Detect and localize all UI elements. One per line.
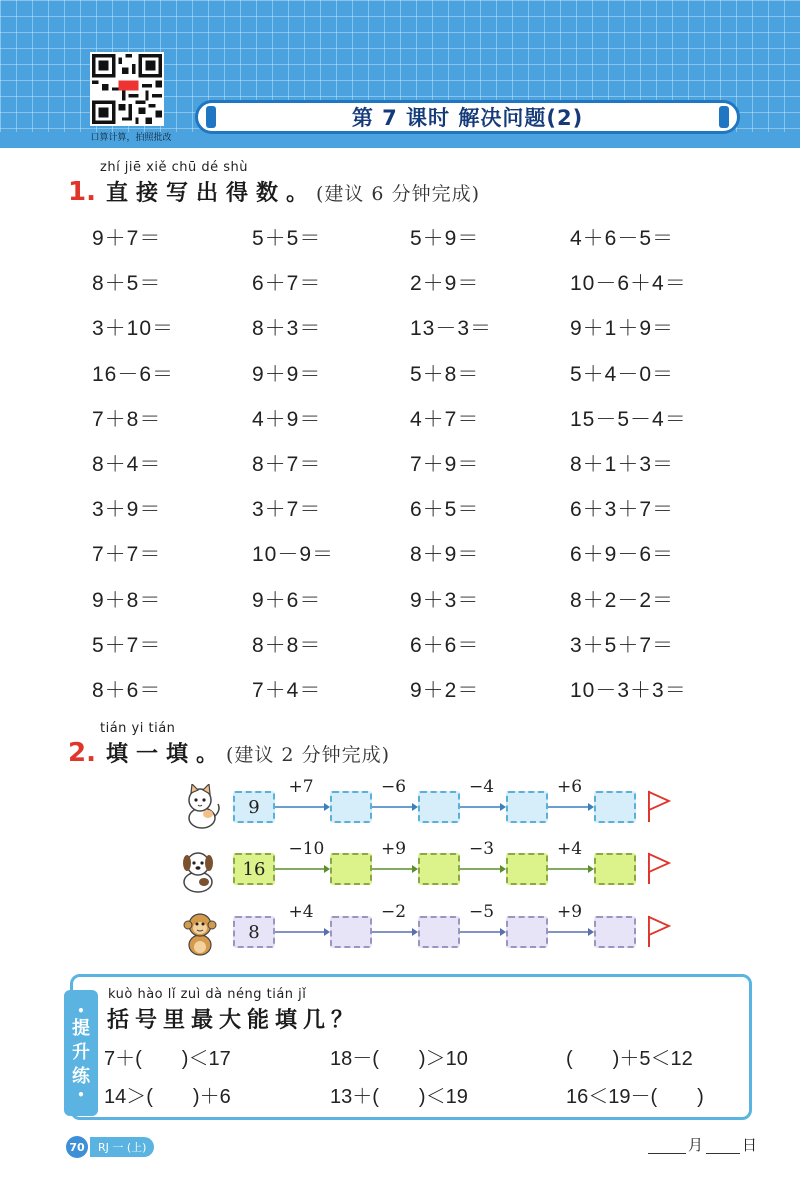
arithmetic-problem: 8＋6＝ — [92, 679, 162, 702]
chain-operation: +6 — [557, 777, 583, 797]
extension-tab-char-2: 升 — [72, 1042, 90, 1063]
extension-heading — [107, 1003, 359, 1034]
chain-operation: −6 — [381, 777, 407, 797]
chain-answer-box[interactable] — [594, 853, 636, 885]
section1-pinyin: zhí jiē xiě chū dé shù — [100, 160, 248, 175]
arrow-right-icon — [372, 927, 418, 937]
arithmetic-problem: 3＋10＝ — [92, 317, 175, 341]
arithmetic-problem: 8＋9＝ — [410, 543, 480, 567]
chain-operation: +9 — [381, 839, 407, 859]
arithmetic-problem: 9＋3＝ — [410, 588, 480, 612]
lesson-title: 第 7 课时 解决问题(2) — [351, 106, 584, 130]
extension-tab-char-3: 练 — [72, 1066, 90, 1087]
arithmetic-problem: 6＋7＝ — [252, 272, 322, 296]
chain-start-box: 8 — [233, 916, 275, 948]
chain-answer-box[interactable] — [330, 853, 372, 885]
arithmetic-problem: 5＋9＝ — [410, 227, 480, 250]
chain-answer-box[interactable] — [418, 853, 460, 885]
qr-caption: 口算计算，拍照批改 — [90, 133, 172, 143]
month-line — [648, 1153, 686, 1154]
chain-answer-box[interactable] — [506, 791, 548, 823]
arithmetic-problem: 7＋9＝ — [410, 453, 480, 476]
arithmetic-problem: 8＋8＝ — [252, 633, 322, 657]
page-number: 70 — [66, 1136, 88, 1158]
month-label: 月 — [688, 1136, 704, 1154]
arithmetic-problem: 5＋4－0＝ — [570, 362, 675, 386]
arithmetic-problem: 9＋2＝ — [410, 679, 480, 702]
cat-icon — [178, 784, 222, 832]
chain-operation: −3 — [469, 839, 495, 859]
arrow-right-icon — [275, 927, 330, 937]
arithmetic-problem: 9＋7＝ — [92, 227, 162, 250]
arithmetic-problem: 6＋9－6＝ — [570, 543, 675, 567]
section2-note: (建议 2 分钟完成) — [225, 744, 390, 766]
chain-answer-box[interactable] — [594, 791, 636, 823]
chain-answer-box[interactable] — [418, 916, 460, 948]
arithmetic-problem: 9＋1＋9＝ — [570, 317, 675, 341]
chain-operation: +4 — [557, 839, 583, 859]
arithmetic-problem: 5＋5＝ — [252, 227, 322, 250]
chain-answer-box[interactable] — [418, 791, 460, 823]
flag-icon — [646, 914, 672, 948]
chain-operation: +9 — [557, 902, 583, 922]
arithmetic-problem: 4＋9＝ — [252, 407, 322, 431]
section2-heading — [68, 737, 390, 768]
arithmetic-problem: 3＋5＋7＝ — [570, 633, 675, 657]
chain-operation: +4 — [288, 902, 314, 922]
arithmetic-problem: 4＋6－5＝ — [570, 227, 675, 250]
section1-title: 直接写出得数。 — [105, 181, 316, 206]
arithmetic-problem: 9＋6＝ — [252, 588, 322, 612]
arithmetic-problem: 6＋5＝ — [410, 498, 480, 522]
arrow-right-icon — [460, 864, 506, 874]
chain-answer-box[interactable] — [330, 916, 372, 948]
arithmetic-problem: 10－3＋3＝ — [570, 679, 687, 702]
extension-question: 14＞( )＋6 — [104, 1086, 231, 1108]
arithmetic-problem: 10－6＋4＝ — [570, 272, 687, 296]
arrow-right-icon — [275, 802, 330, 812]
chain-answer-box[interactable] — [594, 916, 636, 948]
arithmetic-problem: 6＋6＝ — [410, 633, 480, 657]
arithmetic-problem: 8＋1＋3＝ — [570, 453, 675, 476]
extension-question: ( )＋5＜12 — [566, 1048, 693, 1070]
extension-question: 18－( )＞10 — [330, 1048, 468, 1070]
lesson-title-bar — [195, 100, 740, 134]
extension-question: 16＜19－( ) — [566, 1086, 704, 1108]
arithmetic-problem: 3＋9＝ — [92, 498, 162, 522]
extension-tab: • 提 升 练 • — [64, 990, 98, 1116]
section1-number: 1. — [68, 177, 96, 207]
arrow-right-icon — [372, 864, 418, 874]
chain-answer-box[interactable] — [506, 916, 548, 948]
section2-number: 2. — [68, 738, 96, 768]
day-line — [706, 1153, 740, 1154]
arithmetic-problem: 8＋5＝ — [92, 272, 162, 296]
chain-answer-box[interactable] — [330, 791, 372, 823]
arrow-right-icon — [372, 802, 418, 812]
arithmetic-problem: 7＋8＝ — [92, 407, 162, 431]
chain-operation: −5 — [469, 902, 495, 922]
chain-start-box: 16 — [233, 853, 275, 885]
flag-icon — [646, 851, 672, 885]
chain-operation: +7 — [288, 777, 314, 797]
chain-answer-box[interactable] — [506, 853, 548, 885]
extension-tab-char-1: 提 — [72, 1018, 90, 1039]
arrow-right-icon — [548, 927, 594, 937]
arithmetic-problem: 2＋9＝ — [410, 272, 480, 296]
arithmetic-problem: 8＋3＝ — [252, 317, 322, 341]
arithmetic-problem: 5＋7＝ — [92, 633, 162, 657]
chain-start-box: 9 — [233, 791, 275, 823]
arithmetic-problem: 9＋8＝ — [92, 588, 162, 612]
extension-question: 13＋( )＜19 — [330, 1086, 468, 1108]
extension-pinyin: kuò hào lǐ zuì dà néng tián jǐ — [108, 987, 307, 1002]
flag-icon — [646, 789, 672, 823]
arithmetic-problem: 8＋4＝ — [92, 453, 162, 476]
arrow-right-icon — [548, 864, 594, 874]
section1-heading — [68, 176, 480, 207]
arithmetic-problem: 15－5－4＝ — [570, 407, 687, 431]
arithmetic-problem: 7＋7＝ — [92, 543, 162, 567]
qr-code-icon[interactable] — [90, 52, 164, 126]
day-label: 日 — [742, 1136, 758, 1154]
arithmetic-problem: 8＋2－2＝ — [570, 588, 675, 612]
arithmetic-problem: 4＋7＝ — [410, 407, 480, 431]
arithmetic-problem: 13－3＝ — [410, 317, 493, 341]
section1-note: (建议 6 分钟完成) — [315, 183, 480, 205]
arithmetic-problem: 8＋7＝ — [252, 453, 322, 476]
arithmetic-problem: 6＋3＋7＝ — [570, 498, 675, 522]
chain-operation: −2 — [381, 902, 407, 922]
arrow-right-icon — [548, 802, 594, 812]
arithmetic-problem: 7＋4＝ — [252, 679, 322, 702]
monkey-icon — [178, 910, 222, 958]
page-footer — [66, 1136, 154, 1158]
arithmetic-problem: 5＋8＝ — [410, 362, 480, 386]
extension-title: 括号里最大能填几？ — [107, 1008, 360, 1033]
arithmetic-problem: 9＋9＝ — [252, 362, 322, 386]
dog-icon — [176, 848, 220, 896]
chain-operation: −10 — [288, 839, 325, 859]
arithmetic-problem: 3＋7＝ — [252, 498, 322, 522]
chain-operation: −4 — [469, 777, 495, 797]
arithmetic-problem: 16－6＝ — [92, 362, 175, 386]
arrow-right-icon — [460, 927, 506, 937]
arrow-right-icon — [275, 864, 330, 874]
arithmetic-problem: 10－9＝ — [252, 543, 335, 567]
section2-pinyin: tián yi tián — [100, 721, 176, 736]
arrow-right-icon — [460, 802, 506, 812]
edition-label: RJ 一 (上) — [90, 1137, 154, 1157]
section2-title: 填一填。 — [105, 742, 226, 767]
extension-question: 7＋( )＜17 — [104, 1048, 231, 1070]
